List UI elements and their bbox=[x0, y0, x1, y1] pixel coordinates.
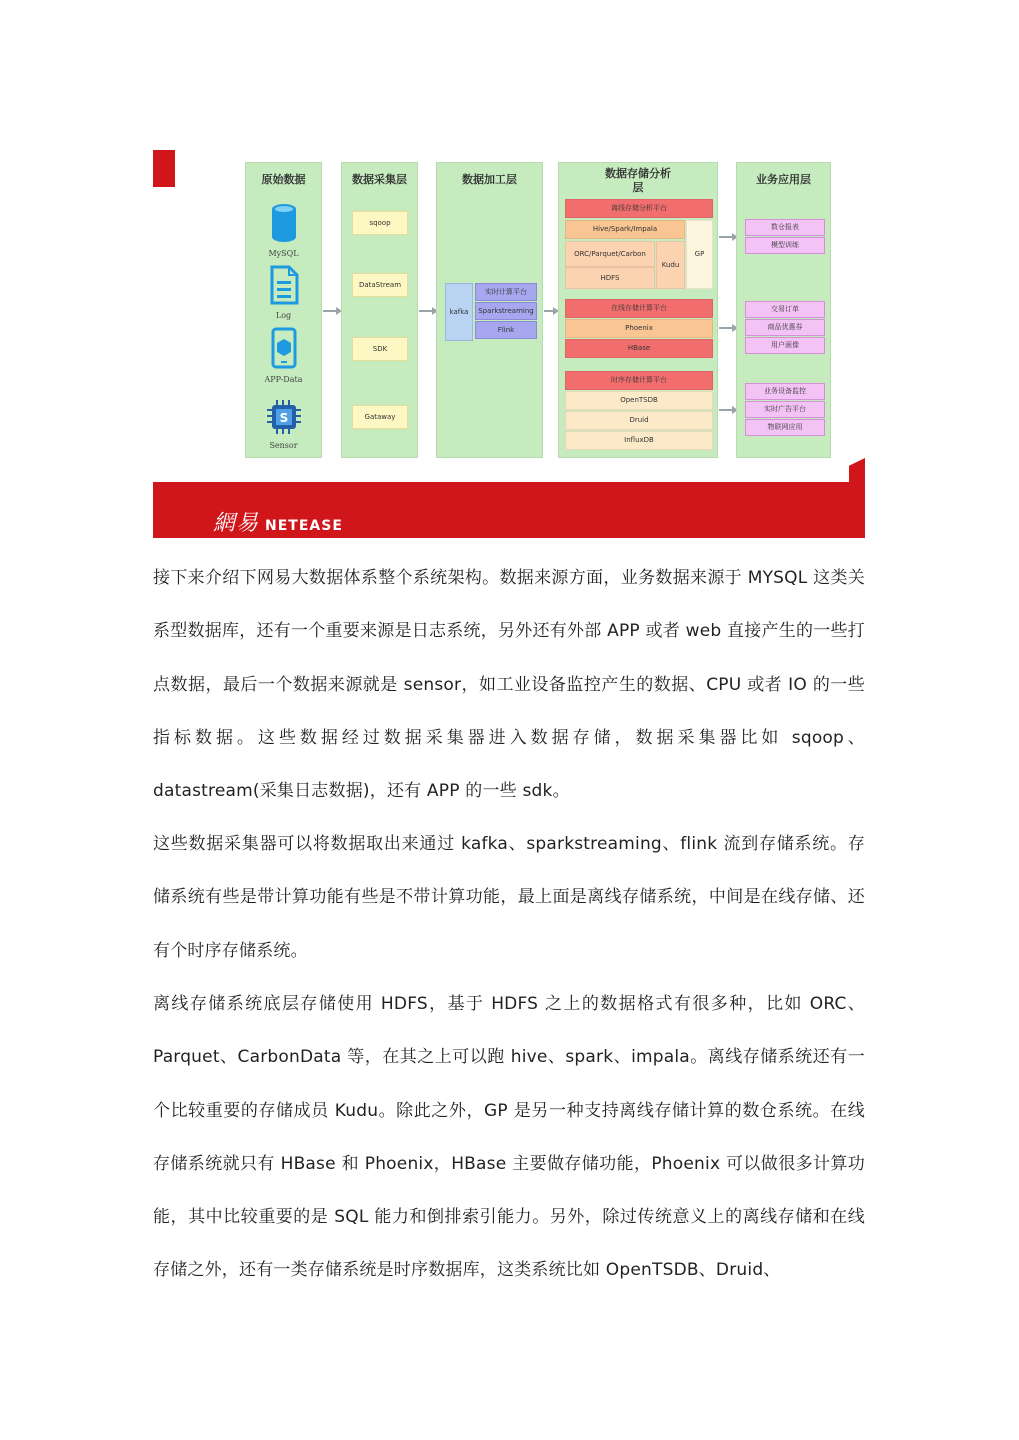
app-iot: 物联网应用 bbox=[745, 419, 825, 436]
offline-platform-title: 离线存储分析平台 bbox=[565, 199, 713, 218]
source-log bbox=[246, 265, 321, 320]
timeseries-opentsdb: OpenTSDB bbox=[565, 391, 713, 410]
collector-sqoop: sqoop bbox=[352, 211, 408, 235]
column-app bbox=[736, 162, 831, 458]
timeseries-platform-title: 时序存储计算平台 bbox=[565, 371, 713, 390]
paragraph-1: 接下来介绍下网易大数据体系整个系统架构。数据来源方面，业务数据来源于 MYSQL 这类关系型数据库，还有一个重要来源是日志系统，另外还有外部 APP 或者 web 直接产生的一些打点数据，最后一个数据来源就是 sensor，如工业设备监控产生的数据、CPU 或者 IO 的一些指标数据。这些数据经过数据采集器进入数据存储，数据采集器比如 sqoop、datastream(采集日志数据)，还有 APP 的一些 sdk。 bbox=[153, 568, 865, 802]
offline-hdfs: HDFS bbox=[565, 267, 655, 289]
collector-sdk: SDK bbox=[352, 337, 408, 361]
column-collect bbox=[341, 162, 418, 458]
process-sparkstreaming: Sparkstreaming bbox=[475, 302, 537, 320]
svg-text:S: S bbox=[279, 411, 288, 425]
online-phoenix: Phoenix bbox=[565, 319, 713, 338]
netease-logo-en: NETEASE bbox=[265, 518, 343, 534]
offline-kudu: Kudu bbox=[656, 241, 685, 289]
netease-logo-cn: 網易 bbox=[213, 511, 260, 536]
offline-gp: GP bbox=[686, 220, 713, 289]
column-storage-title: 数据存储分析 层 bbox=[605, 167, 671, 194]
offline-engine: Hive/Spark/Impala bbox=[565, 220, 685, 239]
column-source bbox=[245, 162, 322, 458]
document-icon bbox=[269, 265, 299, 305]
chip-icon bbox=[266, 399, 302, 435]
offline-formats: ORC/Parquet/Carbon bbox=[565, 241, 655, 267]
smartphone-icon bbox=[271, 327, 297, 369]
timeseries-influxdb: InfluxDB bbox=[565, 431, 713, 450]
app-model-training: 模型训练 bbox=[745, 237, 825, 254]
app-realtime-ads: 实时广告平台 bbox=[745, 401, 825, 418]
arrow-timeseries-app bbox=[719, 409, 733, 411]
paragraph-3: 离线存储系统底层存储使用 HDFS，基于 HDFS 之上的数据格式有很多种，比如 ORC、Parquet、CarbonData 等，在其之上可以跑 hive、spark、impala。离线存储系统还有一个比较重要的存储成员 Kudu。除此之外，GP 是另一种支持离线存储计算的数仓系统。在线存储系统就只有 HBase 和 Phoenix，HBase 主要做存储功能，Phoenix 可以做很多计算功能，其中比较重要的是 SQL 能力和倒排索引能力。另外，除过传统意义上的离线存储和在线存储之外，还有一类存储系统是时序数据库，这类系统比如 OpenTSDB、Druid、 bbox=[153, 994, 865, 1281]
app-orders: 交易订单 bbox=[745, 301, 825, 318]
arrow-process-storage bbox=[544, 310, 554, 312]
source-mysql bbox=[246, 203, 321, 258]
arrow-offline-app bbox=[719, 236, 733, 238]
online-hbase: HBase bbox=[565, 339, 713, 358]
column-process-title: 数据加工层 bbox=[462, 173, 517, 186]
source-app-data-label: APP-Data bbox=[264, 375, 303, 384]
red-corner-mark bbox=[153, 150, 175, 187]
source-sensor-label: Sensor bbox=[269, 441, 298, 450]
app-device-monitor: 业务设备监控 bbox=[745, 383, 825, 400]
database-icon bbox=[270, 203, 298, 243]
netease-logo bbox=[213, 506, 343, 537]
process-kafka: kafka bbox=[445, 283, 473, 341]
timeseries-druid: Druid bbox=[565, 411, 713, 430]
collector-gateway: Gataway bbox=[352, 405, 408, 429]
app-user-profile: 用户画像 bbox=[745, 337, 825, 354]
architecture-slide bbox=[153, 150, 865, 540]
arrow-online-app bbox=[719, 327, 733, 329]
process-realtime: 实时计算平台 bbox=[475, 283, 537, 301]
source-sensor bbox=[246, 399, 321, 450]
source-mysql-label: MySQL bbox=[268, 249, 299, 258]
column-process bbox=[436, 162, 543, 458]
column-app-title: 业务应用层 bbox=[756, 173, 811, 186]
column-collect-title: 数据采集层 bbox=[352, 173, 407, 186]
paragraph-2: 这些数据采集器可以将数据取出来通过 kafka、sparkstreaming、flink 流到存储系统。存储系统有些是带计算功能有些是不带计算功能，最上面是离线存储系统，中间是在线存储、还有个时序存储系统。 bbox=[153, 834, 865, 961]
app-reports: 数仓报表 bbox=[745, 219, 825, 236]
red-band-notch bbox=[849, 458, 865, 484]
source-log-label: Log bbox=[275, 311, 292, 320]
process-flink: Flink bbox=[475, 321, 537, 339]
arrow-collect-process bbox=[419, 310, 433, 312]
collector-datastream: DataStream bbox=[352, 273, 408, 297]
arrow-source-collect bbox=[323, 310, 337, 312]
column-storage bbox=[558, 162, 718, 458]
source-app-data bbox=[246, 327, 321, 384]
online-platform-title: 在线存储计算平台 bbox=[565, 299, 713, 318]
column-source-title: 原始数据 bbox=[261, 173, 306, 186]
app-coupons: 商品优惠券 bbox=[745, 319, 825, 336]
